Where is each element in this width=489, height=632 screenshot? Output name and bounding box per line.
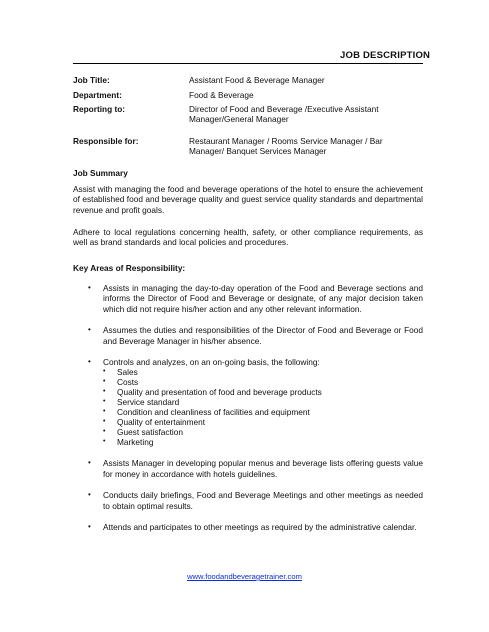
sub-list-item: [103, 407, 423, 417]
bullet-icon: •: [103, 398, 106, 406]
detail-label: Job Title:: [73, 75, 110, 85]
sub-list-item-text: Sales: [117, 367, 138, 378]
bullet-icon: •: [103, 388, 106, 396]
list-item: [88, 458, 423, 479]
sub-list-item: [103, 397, 423, 407]
sub-list-item-text: Condition and cleanliness of facilities and equipment: [117, 407, 310, 418]
list-item-text: Assists in managing the day-to-day operation of the Food and Beverage sections and informs the Director of Food and Beverage or designate, of any major decision taken which did not require his/her action and any other relevant information.: [103, 283, 423, 314]
list-item: [88, 522, 423, 532]
detail-label: Reporting to:: [73, 104, 126, 114]
list-item-text: Conducts daily briefings, Food and Beverage Meetings and other meetings as needed to obtain optimal results.: [103, 490, 423, 511]
sub-list-item: [103, 377, 423, 387]
sub-list-item-text: Costs: [117, 377, 139, 388]
list-item: [88, 357, 423, 447]
bullet-icon: •: [103, 428, 106, 436]
bullet-icon: •: [103, 368, 106, 376]
bullet-icon: •: [88, 522, 91, 532]
responsibility-list: [88, 283, 423, 532]
sub-list-item: [103, 387, 423, 397]
detail-value: Director of Food and Beverage /Executive Assistant Manager/General Manager: [189, 104, 379, 125]
sub-list-item-text: Marketing: [117, 437, 154, 448]
sub-list-item-text: Service standard: [117, 397, 180, 408]
list-item-text: Assists Manager in developing popular menus and beverage lists offering guests value for money in accordance with hotels guidelines.: [103, 458, 423, 479]
list-item-text: Attends and participates to other meetings as required by the administrative calendar.: [103, 522, 417, 533]
bullet-icon: •: [88, 357, 91, 367]
list-item: [88, 283, 423, 314]
detail-value: Restaurant Manager / Rooms Service Manager / Bar Manager/ Banquet Services Manager: [189, 136, 383, 157]
bullet-icon: •: [88, 325, 91, 335]
responsibilities-heading: Key Areas of Responsibility:: [73, 263, 186, 273]
bullet-icon: •: [103, 418, 106, 426]
bullet-icon: •: [88, 458, 91, 468]
detail-label: Department:: [73, 90, 122, 100]
sub-list-item-text: Quality of entertainment: [117, 417, 206, 428]
header-divider: [73, 63, 423, 64]
bullet-icon: •: [88, 490, 91, 500]
summary-paragraph: Adhere to local regulations concerning health, safety, or other compliance requirements, as well as brand standards and local policies and procedures.: [73, 227, 423, 248]
detail-value: Food & Beverage: [189, 90, 254, 100]
footer-website-link[interactable]: www.foodandbeveragetrainer.com: [187, 572, 302, 581]
document-title: JOB DESCRIPTION: [340, 50, 431, 61]
list-item: [88, 325, 423, 346]
list-item-text: Controls and analyzes, on an on-going basis, the following:: [103, 357, 320, 368]
sub-list-item: [103, 427, 423, 437]
sub-list-item: [103, 417, 423, 427]
summary-paragraph: Assist with managing the food and beverage operations of the hotel to ensure the achievement of established food and beverage quality and guest service quality standards and departmental revenue and profit goals.: [73, 184, 423, 215]
detail-label: Responsible for:: [73, 136, 139, 146]
sub-list-item: [103, 367, 423, 377]
bullet-icon: •: [88, 283, 91, 292]
job-summary-heading: Job Summary: [73, 168, 128, 178]
sub-list-item-text: Quality and presentation of food and beverage products: [117, 387, 322, 398]
sub-list-item: [103, 437, 423, 447]
sub-list: [103, 367, 423, 447]
sub-list-item-text: Guest satisfaction: [117, 427, 183, 438]
bullet-icon: •: [103, 378, 106, 386]
detail-value: Assistant Food & Beverage Manager: [189, 75, 325, 85]
list-item-text: Assumes the duties and responsibilities of the Director of Food and Beverage or Food and Beverage Manager in his/her absence.: [103, 325, 423, 346]
bullet-icon: •: [103, 438, 106, 446]
bullet-icon: •: [103, 408, 106, 416]
list-item: [88, 490, 423, 511]
